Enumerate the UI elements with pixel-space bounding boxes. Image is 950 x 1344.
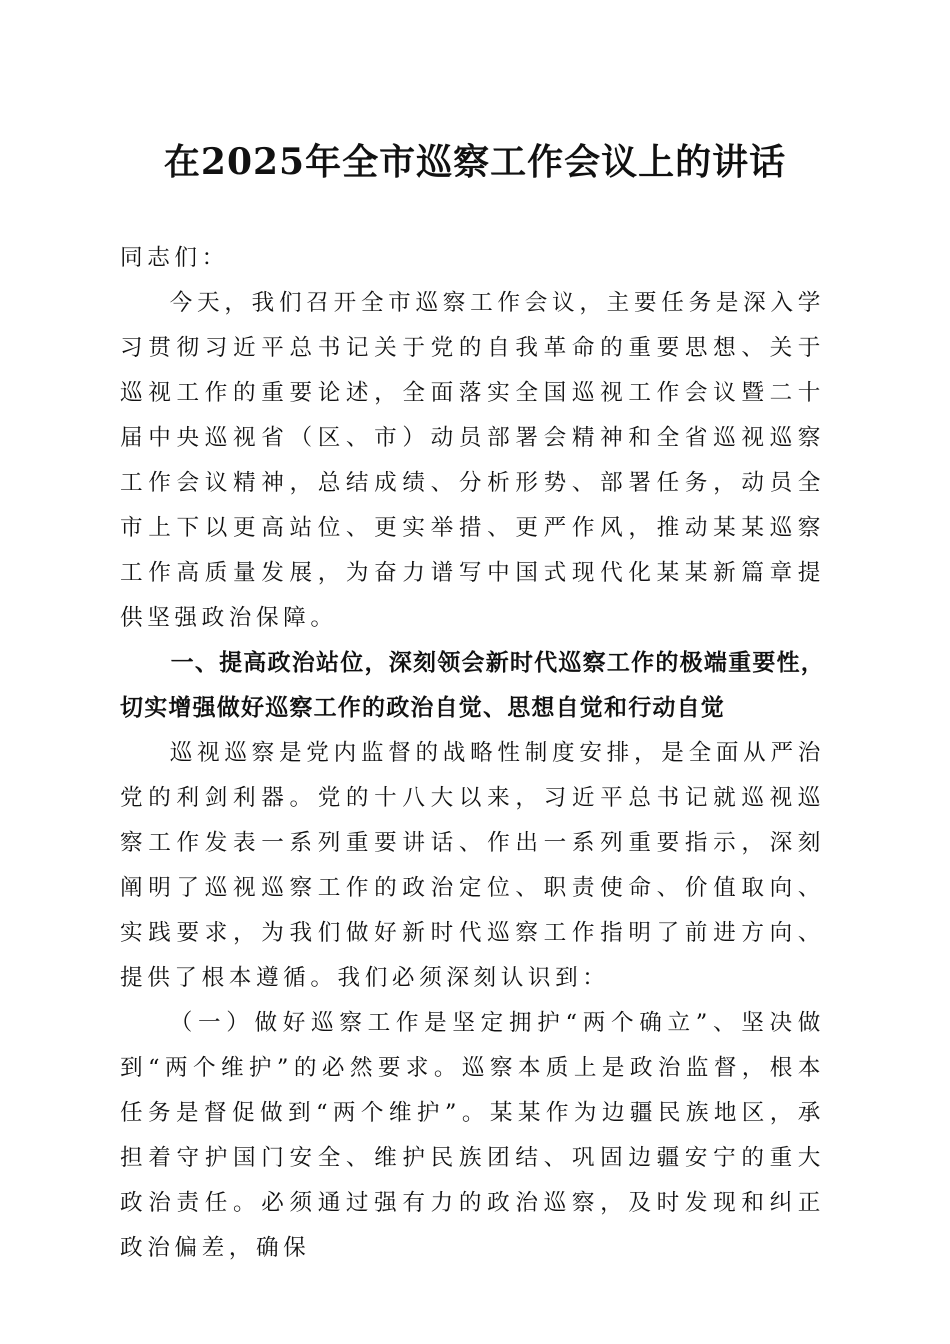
- document-title: 在2025年全市巡察工作会议上的讲话: [163, 141, 787, 183]
- section-paragraph: 巡视巡察是党内监督的战略性制度安排，是全面从严治党的利剑利器。党的十八大以来，习近平总书记就巡视巡察工作发表一系列重要讲话、作出一系列重要指示，深刻阐明了巡视巡察工作的政治定位、职责使命、价值取向、实践要求，为我们做好新时代巡察工作指明了前进方向、提供了根本遵循。我们必须深刻认识到：: [120, 740, 825, 991]
- salutation: 同志们：: [120, 245, 229, 271]
- intro-paragraph: 今天，我们召开全市巡察工作会议，主要任务是深入学习贯彻习近平总书记关于党的自我革命的重要思想、关于巡视工作的重要论述，全面落实全国巡视工作会议暨二十届中央巡视省（区、市）动员部署会精神和全省巡视巡察工作会议精神，总结成绩、分析形势、部署任务，动员全市上下以更高站位、更实举措、更严作风，推动某某巡察工作高质量发展，为奋力谱写中国式现代化某某新篇章提供坚强政治保障。: [120, 290, 825, 631]
- document-body: [120, 236, 825, 1271]
- section-point: （一）做好巡察工作是坚定拥护“两个确立”、坚决做到“两个维护”的必然要求。巡察本质上是政治监督，根本任务是督促做到“两个维护”。某某作为边疆民族地区，承担着守护国门安全、维护民族团结、巩固边疆安宁的重大政治责任。必须通过强有力的政治巡察，及时发现和纠正政治偏差，确保: [120, 1010, 825, 1261]
- section-heading: 一、提高政治站位，深刻领会新时代巡察工作的极端重要性，切实增强做好巡察工作的政治自觉、思想自觉和行动自觉: [120, 650, 825, 721]
